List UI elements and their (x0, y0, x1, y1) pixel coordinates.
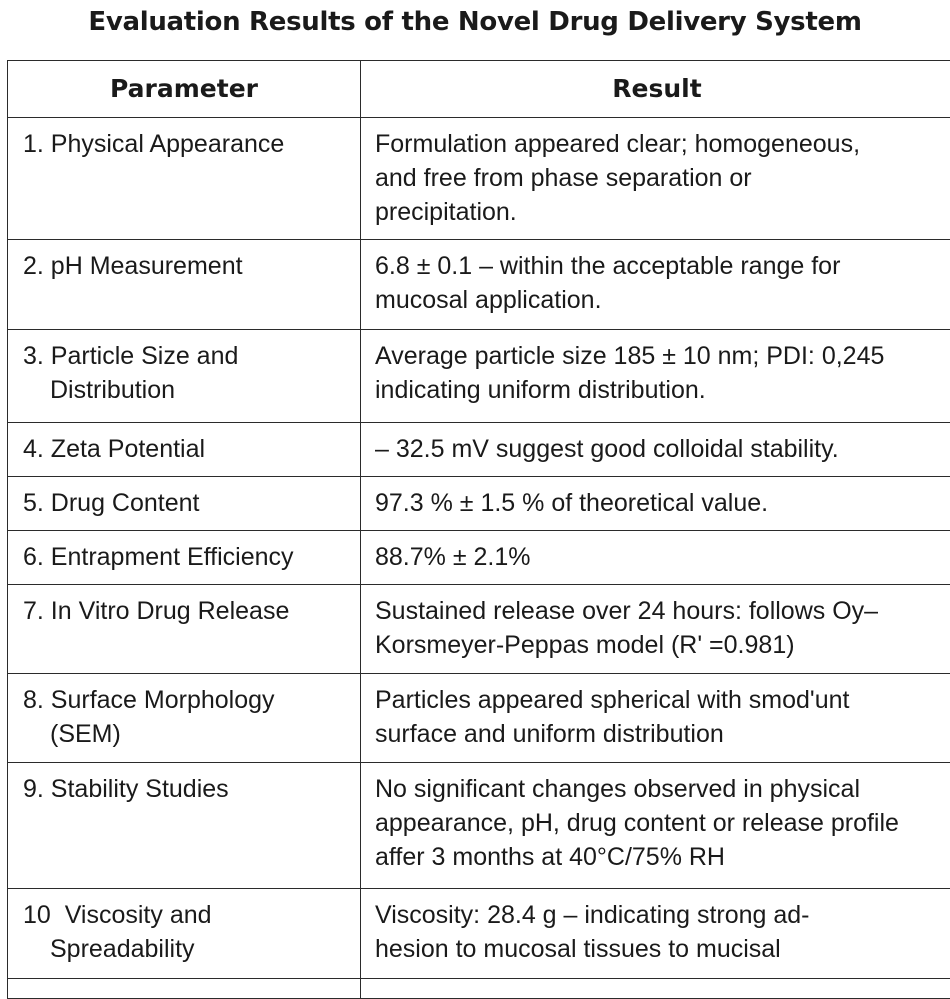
parameter-text: 5. Drug Content (23, 486, 346, 520)
empty-cell (8, 979, 361, 999)
table-row (8, 240, 950, 330)
result-line: Particles appeared spherical with smod'unt (375, 683, 947, 717)
parameter-cell (8, 477, 361, 531)
result-cell (361, 118, 950, 240)
parameter-cell (8, 423, 361, 477)
table-row (8, 477, 950, 531)
parameter-text: 7. In Vitro Drug Release (23, 594, 346, 628)
result-line: surface and uniform distribution (375, 717, 947, 751)
parameter-text: 1. Physical Appearance (23, 127, 346, 161)
parameter-text: 2. pH Measurement (23, 249, 346, 283)
result-line: indicating uniform distribution. (375, 373, 947, 407)
table-row (8, 674, 950, 763)
parameter-cell (8, 240, 361, 330)
result-cell (361, 423, 950, 477)
parameter-cell (8, 763, 361, 889)
parameter-text: 8. Surface Morphology (23, 683, 346, 717)
parameter-cell (8, 330, 361, 423)
parameter-text: 6. Entrapment Efficiency (23, 540, 346, 574)
table-row (8, 763, 950, 889)
result-line: appearance, pH, drug content or release profile (375, 806, 947, 840)
result-cell (361, 531, 950, 585)
table-header-row (8, 61, 950, 118)
parameter-cell (8, 585, 361, 674)
header-result: Result (361, 61, 950, 118)
parameter-cell (8, 889, 361, 979)
parameter-cell (8, 531, 361, 585)
result-line: – 32.5 mV suggest good colloidal stability. (375, 432, 947, 466)
header-parameter: Parameter (8, 61, 361, 118)
parameter-cell (8, 118, 361, 240)
parameter-text: 9. Stability Studies (23, 772, 346, 806)
table-row (8, 423, 950, 477)
result-cell (361, 674, 950, 763)
result-line: hesion to mucosal tissues to mucisal (375, 932, 947, 966)
table-row (8, 889, 950, 979)
parameter-cell (8, 674, 361, 763)
parameter-text: 10 Viscosity and (23, 898, 346, 932)
parameter-text: Distribution (23, 373, 346, 407)
result-line: 6.8 ± 0.1 – within the acceptable range for (375, 249, 947, 283)
parameter-text: 3. Particle Size and (23, 339, 346, 373)
result-cell (361, 477, 950, 531)
table-row (8, 531, 950, 585)
result-line: and free from phase separation or (375, 161, 947, 195)
result-line: precipitation. (375, 195, 947, 229)
empty-cell (361, 979, 950, 999)
table-row-empty (8, 979, 950, 999)
page-title: Evaluation Results of the Novel Drug Delivery System (0, 0, 950, 50)
parameter-text: (SEM) (23, 717, 346, 751)
result-cell (361, 240, 950, 330)
result-line: Korsmeyer-Peppas model (R' =0.981) (375, 628, 947, 662)
result-cell (361, 330, 950, 423)
result-cell (361, 585, 950, 674)
result-line: 88.7% ± 2.1% (375, 540, 947, 574)
result-cell (361, 889, 950, 979)
result-cell (361, 763, 950, 889)
result-line: Average particle size 185 ± 10 nm; PDI: 0,245 (375, 339, 947, 373)
result-line: 97.3 % ± 1.5 % of theoretical value. (375, 486, 947, 520)
result-line: No significant changes observed in physical (375, 772, 947, 806)
table-row (8, 585, 950, 674)
table-row (8, 118, 950, 240)
result-line: mucosal application. (375, 283, 947, 317)
result-line: Viscosity: 28.4 g – indicating strong ad- (375, 898, 947, 932)
table-row (8, 330, 950, 423)
evaluation-results-table (7, 60, 950, 999)
result-line: affer 3 months at 40°C/75% RH (375, 840, 947, 874)
result-line: Sustained release over 24 hours: follows Oy– (375, 594, 947, 628)
parameter-text: Spreadability (23, 932, 346, 966)
parameter-text: 4. Zeta Potential (23, 432, 346, 466)
result-line: Formulation appeared clear; homogeneous, (375, 127, 947, 161)
